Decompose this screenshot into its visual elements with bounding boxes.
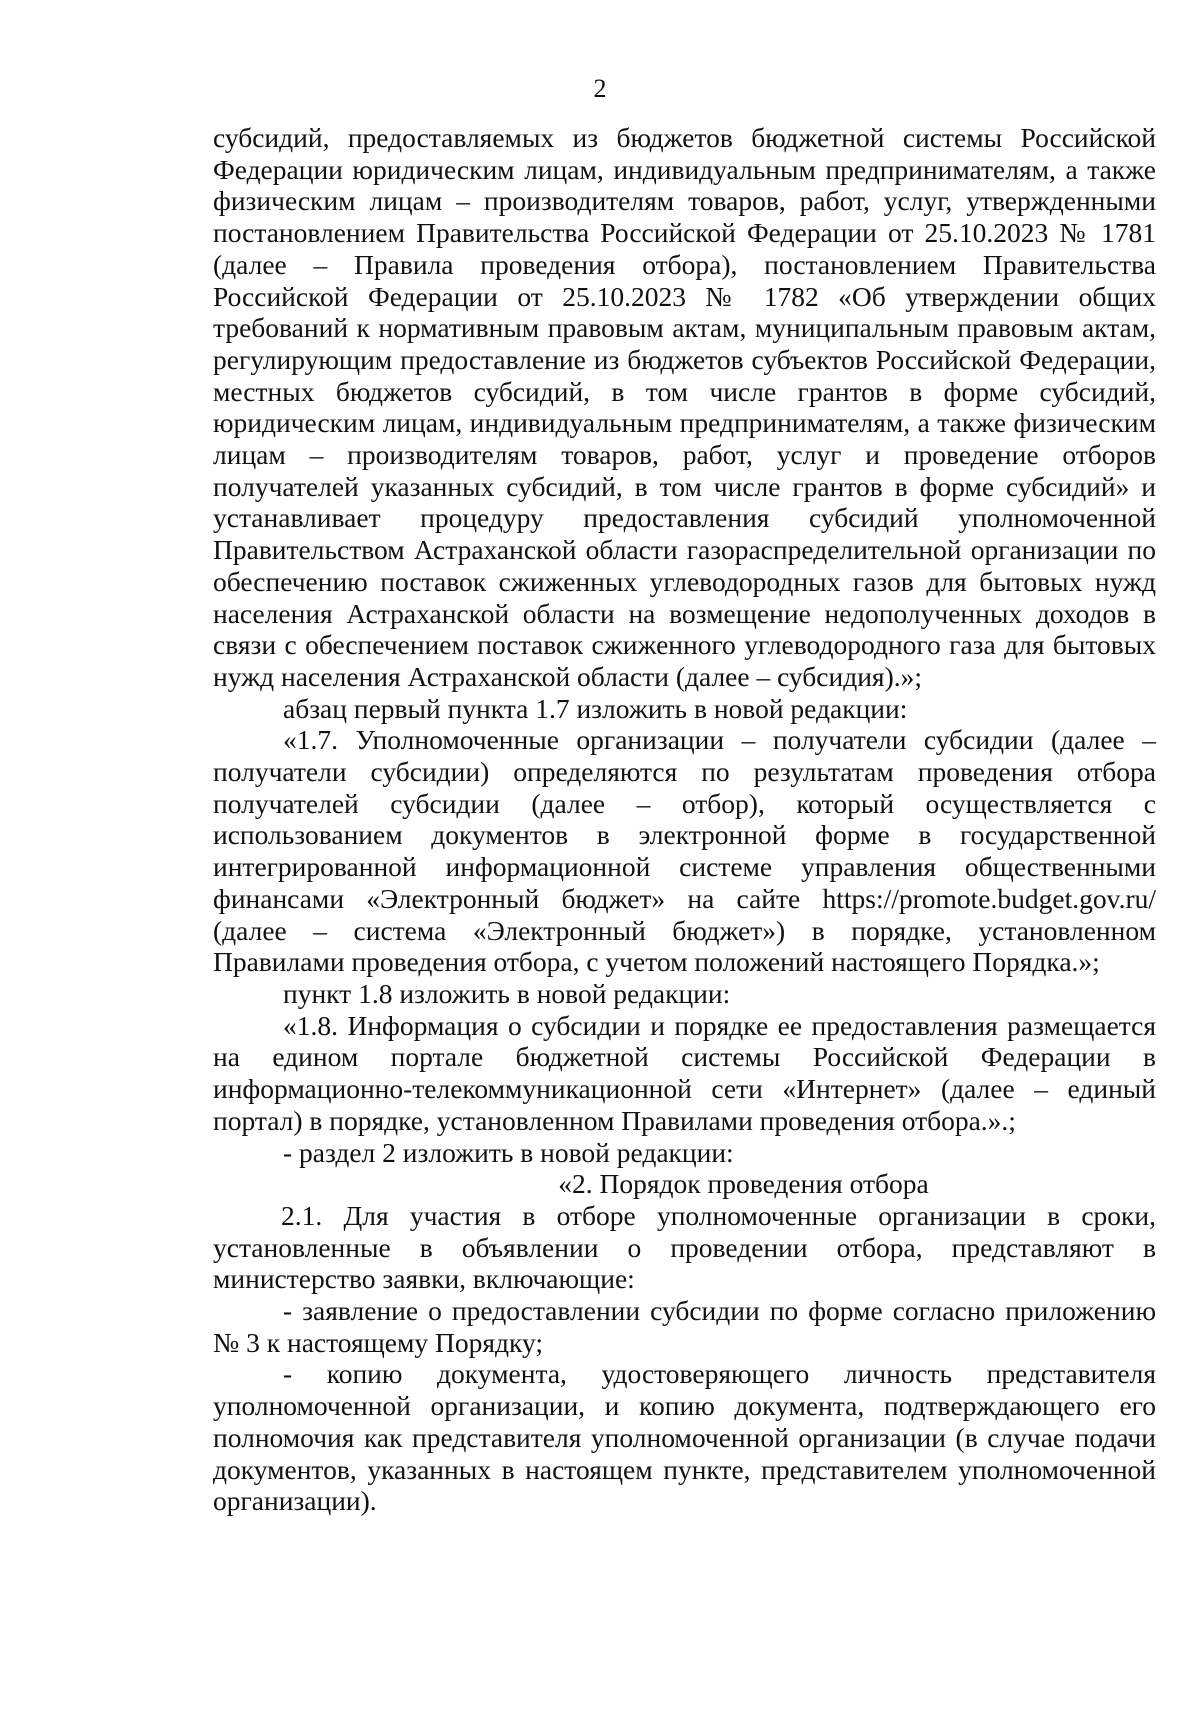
list-item-application: - заявление о предоставлении субсидии по форме согласно приложению № 3 к настоящему Порядку; bbox=[213, 1295, 1156, 1358]
paragraph-clause-1-7: «1.7. Уполномоченные организации – получатели субсидии (далее – получатели субсидии) определяются по результатам проведения отбора получателей субсидии (далее – отбор), который осуществляется с использованием документов в электронной форме в государственной интегрированной информационной системе управления общественными финансами «Электронный бюджет» на сайте https://promote.budget.gov.ru/ (далее – система «Электронный бюджет») в порядке, установленном Правилами проведения отбора, с учетом положений настоящего Порядка.»; bbox=[213, 724, 1156, 978]
paragraph-amendment-section-2: - раздел 2 изложить в новой редакции: bbox=[283, 1136, 734, 1168]
page-number: 2 bbox=[593, 74, 607, 103]
paragraph-continuation: субсидий, предоставляемых из бюджетов бюджетной системы Российской Федерации юридическим лицам, индивидуальным предпринимателям, а также физическим лицам – производителям товаров, работ, услуг, утвержденными постановлением Правительства Российской Федерации от 25.10.2023 № 1781 (далее – Правила проведения отбора), постановлением Правительства Российской Федерации от 25.10.2023 № 1782 «Об утверждении общих требований к нормативным правовым актам, муниципальным правовым актам, регулирующим предоставление из бюджетов субъектов Российской Федерации, местных бюджетов субсидий, в том числе грантов в форме субсидий, юридическим лицам, индивидуальным предпринимателям, а также физическим лицам – производителям товаров, работ, услуг и проведение отборов получателей указанных субсидий, в том числе грантов в форме субсидий» и устанавливает процедуру предоставления субсидий уполномоченной Правительством Астраханской области газораспределительной организации по обеспечению поставок сжиженных углеводородных газов для бытовых нужд населения Астраханской области на возмещение недополученных доходов в связи с обеспечением поставок сжиженного углеводородного газа для бытовых нужд населения Астраханской области (далее – субсидия).»; bbox=[213, 122, 1156, 692]
paragraph-clause-1-8: «1.8. Информация о субсидии и порядке ее предоставления размещается на едином портале бюджетной системы Российской Федерации в информационно-телекоммуникационной сети «Интернет» (далее – единый портал) в порядке, установленном Правилами проведения отбора.».; bbox=[213, 1009, 1156, 1136]
list-item-document-copy: - копию документа, удостоверяющего личность представителя уполномоченной организации, и копию документа, подтверждающего его полномочия как представителя уполномоченной организации (в случае подачи документов, указанных в настоящем пункте, представителем уполномоченной организации). bbox=[213, 1358, 1156, 1517]
paragraph-amendment-1-7: абзац первый пункта 1.7 изложить в новой редакции: bbox=[283, 692, 908, 724]
paragraph-amendment-1-8: пункт 1.8 изложить в новой редакции: bbox=[283, 977, 731, 1009]
document-body bbox=[213, 122, 1156, 1517]
section-title: «2. Порядок проведения отбора bbox=[558, 1168, 929, 1200]
paragraph-clause-2-1: 2.1. Для участия в отборе уполномоченные организации в сроки, установленные в объявлении о проведении отбора, представляют в министерство заявки, включающие: bbox=[213, 1199, 1156, 1295]
